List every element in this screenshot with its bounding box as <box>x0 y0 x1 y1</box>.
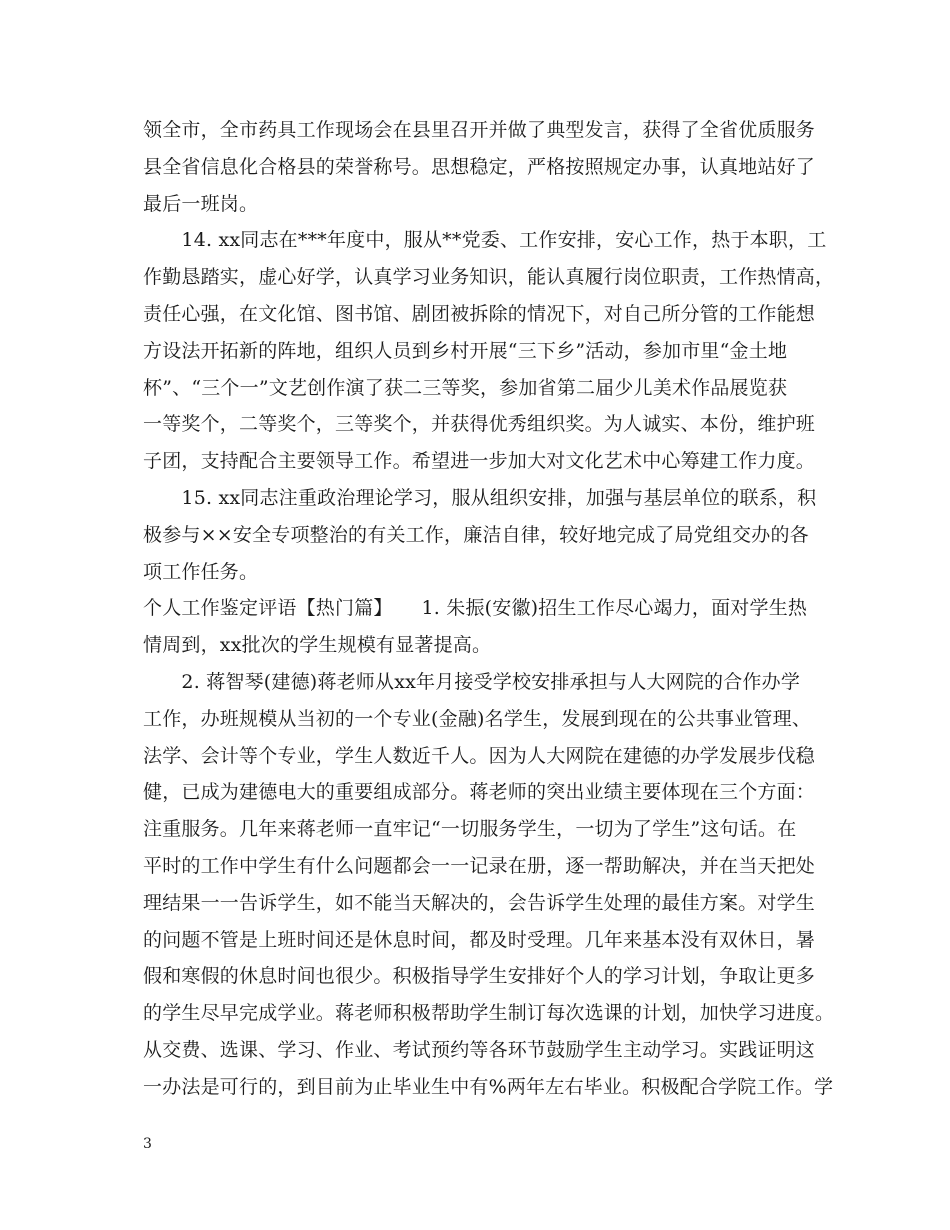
page-number: 3 <box>143 1136 152 1152</box>
text-line: 健，已成为建德电大的重要组成部分。蒋老师的突出业绩主要体现在三个方面： <box>143 781 816 804</box>
text-line: 子团，支持配合主要领导工作。希望进一步加大对文化艺术中心筹建工作力度。 <box>143 450 816 473</box>
text-line: 作勤恳踏实，虚心好学，认真学习业务知识，能认真履行岗位职责，工作热情高， <box>143 266 835 289</box>
text-line: 最后一班岗。 <box>143 192 259 215</box>
text-line: 领全市，全市药具工作现场会在县里召开并做了典型发言，获得了全省优质服务 <box>143 119 816 141</box>
text-line: 的问题不管是上班时间还是休息时间，都及时受理。几年来基本没有双休日，暑 <box>143 928 816 951</box>
text-line: 县全省信息化合格县的荣誉称号。思想稳定，严格按照规定办事，认真地站好了 <box>143 155 816 178</box>
text-line: 杯”、“三个一”文艺创作演了获二三等奖，参加省第二届少儿美术作品展览获 <box>143 376 788 399</box>
text-line: 情周到，xx批次的学生规模有显著提高。 <box>143 634 492 657</box>
text-line: 一办法是可行的，到目前为止毕业生中有%两年左右毕业。积极配合学院工作。学 <box>143 1075 834 1098</box>
text-line: 2. 蒋智琴(建德)蒋老师从xx年月接受学校安排承担与人大网院的合作办学 <box>143 670 801 693</box>
text-line: 责任心强，在文化馆、图书馆、剧团被拆除的情况下，对自己所分管的工作能想 <box>143 302 816 325</box>
text-line: 方设法开拓新的阵地，组织人员到乡村开展“三下乡”活动，参加市里“金土地 <box>143 339 788 362</box>
text-line: 理结果一一告诉学生，如不能当天解决的，会告诉学生处理的最佳方案。对学生 <box>143 891 816 914</box>
text-line: 项工作任务。 <box>143 560 259 583</box>
text-line: 平时的工作中学生有什么问题都会一一记录在册，逐一帮助解决，并在当天把处 <box>143 854 816 877</box>
text-line: 法学、会计等个专业，学生人数近千人。因为人大网院在建德的办学发展步伐稳 <box>143 744 816 767</box>
text-line: 14. xx同志在***年度中，服从**党委、工作安排，安心工作，热于本职，工 <box>143 229 827 252</box>
text-line: 从交费、选课、学习、作业、考试预约等各环节鼓励学生主动学习。实践证明这 <box>143 1038 816 1061</box>
text-line: 一等奖个，二等奖个，三等奖个，并获得优秀组织奖。为人诚实、本份，维护班 <box>143 413 816 436</box>
text-line: 的学生尽早完成学业。蒋老师积极帮助学生制订每次选课的计划，加快学习进度。 <box>143 1002 835 1025</box>
text-line: 工作，办班规模从当初的一个专业(金融)名学生，发展到现在的公共事业管理、 <box>143 707 812 730</box>
document-body <box>143 112 833 1106</box>
text-line: 假和寒假的休息时间也很少。积极指导学生安排好个人的学习计划，争取让更多 <box>143 965 816 988</box>
section-heading-line: 个人工作鉴定评语【热门篇】 1. 朱振(安徽)招生工作尽心竭力，面对学生热 <box>143 597 808 620</box>
text-line: 注重服务。几年来蒋老师一直牢记“一切服务学生，一切为了学生”这句话。在 <box>143 818 797 841</box>
text-line: 15. xx同志注重政治理论学习，服从组织安排，加强与基层单位的联系，积 <box>143 486 817 509</box>
text-line: 极参与××安全专项整治的有关工作，廉洁自律，较好地完成了局党组交办的各 <box>143 523 809 546</box>
